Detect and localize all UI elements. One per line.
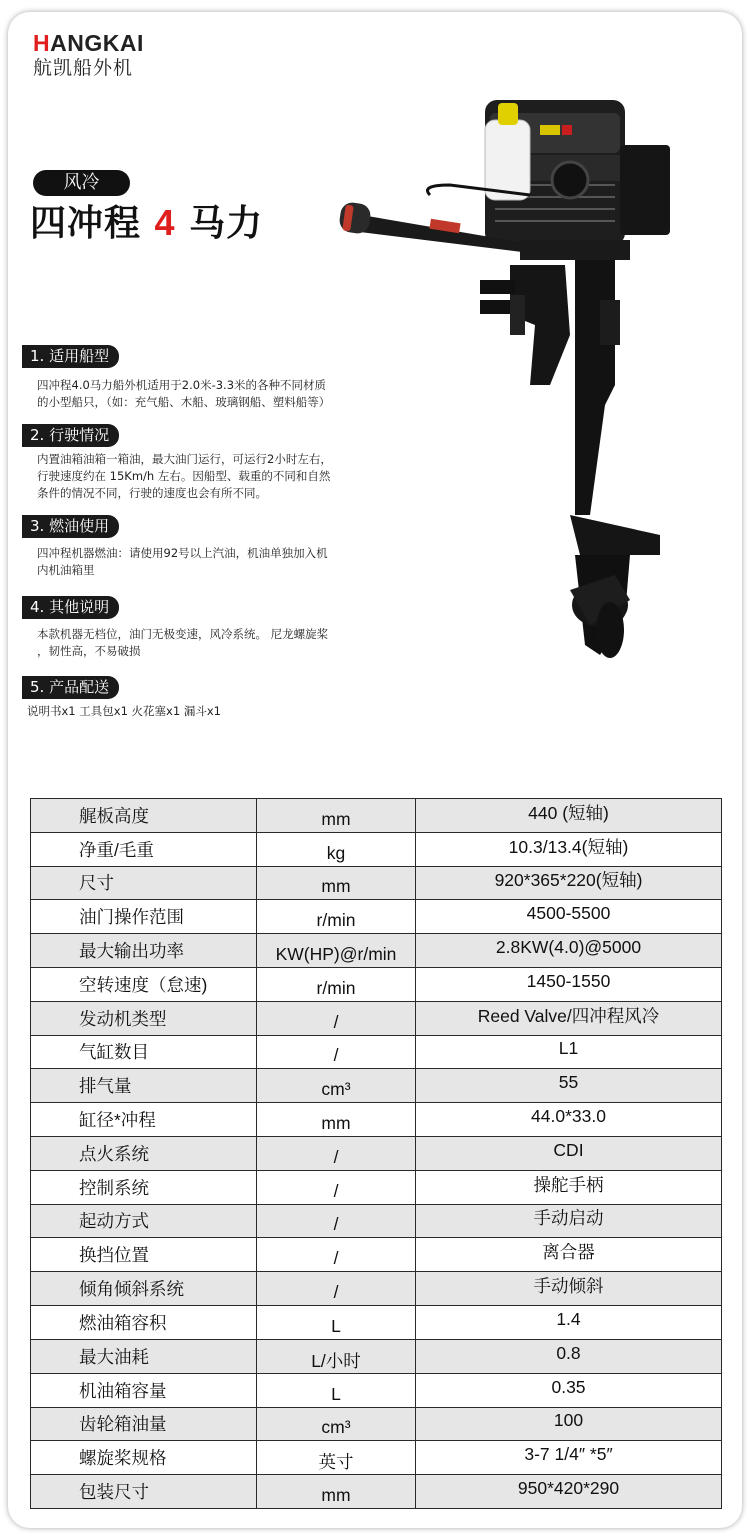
table-row [31,1001,722,1035]
brand-logo [33,30,144,80]
spec-value: 0.8 [416,1339,722,1373]
spec-name: 换挡位置 [31,1238,257,1272]
spec-name: 包装尺寸 [31,1475,257,1509]
spec-name: 发动机类型 [31,1001,257,1035]
spec-name: 气缸数目 [31,1035,257,1069]
spec-name: 点火系统 [31,1136,257,1170]
brand-name-en: HANGKAI [33,30,144,56]
section-body-boat-types: 四冲程4.0马力船外机适用于2.0米-3.3米的各种不同材质 的小型船只，（如：充气船、木船、玻璃钢船、塑料船等） [37,378,331,409]
table-row [31,1475,722,1509]
spec-name: 油门操作范围 [31,900,257,934]
spec-unit: / [257,1001,416,1035]
spec-unit: r/min [257,900,416,934]
spec-name: 空转速度（怠速) [31,967,257,1001]
table-row [31,1103,722,1137]
spec-value: 0.35 [416,1373,722,1407]
table-row [31,1136,722,1170]
section-title-package: 5. 产品配送 [22,676,119,699]
spec-value: 10.3/13.4(短轴) [416,832,722,866]
spec-value: 55 [416,1069,722,1103]
section-title-other: 4. 其他说明 [22,596,119,619]
spec-value: 操舵手柄 [416,1170,722,1204]
section-body-fuel: 四冲程机器燃油：请使用92号以上汽油，机油单独加入机 内机油箱里 [37,546,328,577]
spec-name: 螺旋桨规格 [31,1441,257,1475]
spec-unit: r/min [257,967,416,1001]
table-row [31,1441,722,1475]
spec-value: 44.0*33.0 [416,1103,722,1137]
spec-value: 4500-5500 [416,900,722,934]
spec-value: L1 [416,1035,722,1069]
spec-value: 950*420*290 [416,1475,722,1509]
spec-name: 净重/毛重 [31,832,257,866]
spec-unit: KW(HP)@r/min [257,934,416,968]
spec-unit: 英寸 [257,1441,416,1475]
spec-name: 缸径*冲程 [31,1103,257,1137]
section-body-other: 本款机器无档位，油门无极变速，风冷系统。 尼龙螺旋桨 ，韧性高，不易破损 [37,627,329,658]
spec-unit: / [257,1035,416,1069]
section-title-driving: 2. 行驶情况 [22,424,119,447]
spec-name: 燃油箱容积 [31,1305,257,1339]
spec-unit: cm³ [257,1069,416,1103]
table-row [31,1035,722,1069]
spec-name: 最大油耗 [31,1339,257,1373]
section-title-boat-types: 1. 适用船型 [22,345,119,368]
table-row [31,1170,722,1204]
table-row [31,866,722,900]
spec-value: 3-7 1/4″ *5″ [416,1441,722,1475]
spec-name: 起动方式 [31,1204,257,1238]
spec-value: 100 [416,1407,722,1441]
section-body-package: 说明书x1 工具包x1 火花塞x1 漏斗x1 [27,704,221,718]
table-row [31,900,722,934]
spec-name: 艉板高度 [31,799,257,833]
section-title-fuel: 3. 燃油使用 [22,515,119,538]
spec-unit: mm [257,866,416,900]
table-row [31,1204,722,1238]
spec-name: 倾角倾斜系统 [31,1272,257,1306]
spec-name: 齿轮箱油量 [31,1407,257,1441]
spec-value: 1450-1550 [416,967,722,1001]
table-row [31,967,722,1001]
spec-name: 机油箱容量 [31,1373,257,1407]
spec-unit: L/小时 [257,1339,416,1373]
table-row [31,1373,722,1407]
spec-unit: L [257,1373,416,1407]
spec-unit: mm [257,1475,416,1509]
spec-unit: kg [257,832,416,866]
outboard-motor-image [330,85,730,675]
spec-unit: mm [257,799,416,833]
spec-value: 手动启动 [416,1204,722,1238]
table-row [31,934,722,968]
spec-unit: / [257,1238,416,1272]
table-row [31,1069,722,1103]
spec-unit: / [257,1204,416,1238]
spec-name: 控制系统 [31,1170,257,1204]
spec-value: 手动倾斜 [416,1272,722,1306]
table-row [31,1407,722,1441]
spec-value: 920*365*220(短轴) [416,866,722,900]
spec-table [30,798,722,1509]
spec-name: 尺寸 [31,866,257,900]
spec-value: 2.8KW(4.0)@5000 [416,934,722,968]
brand-name-cn: 航凯船外机 [33,57,134,79]
table-row [31,832,722,866]
spec-value: 1.4 [416,1305,722,1339]
spec-name: 排气量 [31,1069,257,1103]
spec-unit: cm³ [257,1407,416,1441]
spec-unit: / [257,1170,416,1204]
table-row [31,1339,722,1373]
spec-unit: L [257,1305,416,1339]
spec-value: 离合器 [416,1238,722,1272]
spec-value: Reed Valve/四冲程风冷 [416,1001,722,1035]
product-headline: 四冲程 4 马力 [30,202,264,244]
table-row [31,1305,722,1339]
spec-unit: / [257,1136,416,1170]
spec-unit: / [257,1272,416,1306]
spec-value: CDI [416,1136,722,1170]
table-row [31,799,722,833]
air-cooled-badge: 风冷 [33,170,130,196]
table-row [31,1238,722,1272]
spec-unit: mm [257,1103,416,1137]
spec-name: 最大输出功率 [31,934,257,968]
table-row [31,1272,722,1306]
spec-value: 440 (短轴) [416,799,722,833]
section-body-driving: 内置油箱油箱一箱油，最大油门运行，可运行2小时左右， 行驶速度约在 15Km/h 左右。因船型、载重的不同和自然 条件的情况不同，行驶的速度也会有所不同。 [37,452,332,500]
